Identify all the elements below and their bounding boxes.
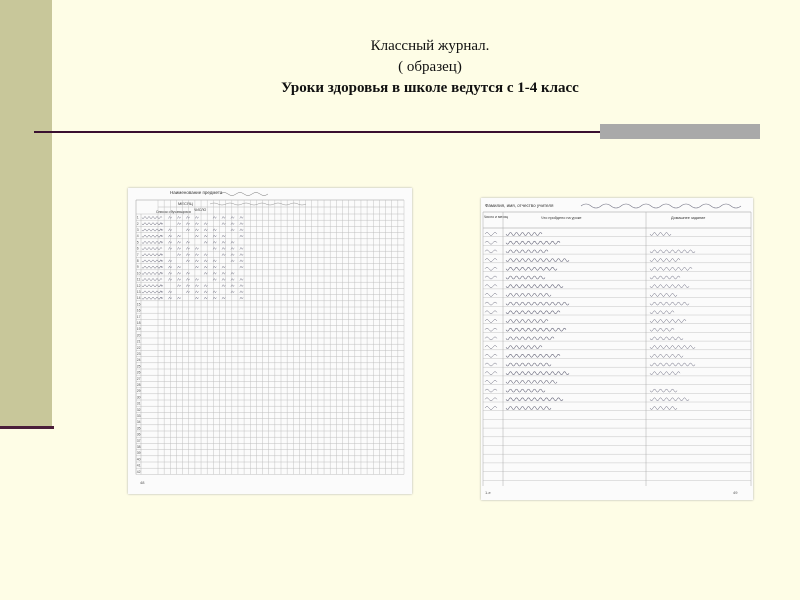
grade-mark-handwriting: [240, 223, 243, 225]
grade-mark-handwriting: [222, 272, 225, 274]
homework-handwriting: [650, 407, 677, 410]
grade-mark-handwriting: [231, 260, 234, 262]
grade-mark-handwriting: [186, 247, 189, 249]
student-name-handwriting: [142, 266, 162, 268]
row-number: 39: [136, 451, 141, 456]
row-number: 25: [136, 364, 141, 369]
title-line-2: ( образец): [398, 59, 462, 75]
row-number: 27: [136, 376, 141, 381]
journal-page-attendance: [128, 188, 412, 494]
topic-handwriting: [506, 398, 563, 401]
date-col-label: Число и месяц: [484, 215, 508, 219]
attendance-grid: [128, 188, 412, 494]
student-name-handwriting: [142, 291, 162, 293]
student-name-handwriting: [142, 272, 162, 274]
topic-handwriting: [506, 346, 542, 349]
grade-mark-handwriting: [240, 235, 243, 237]
topic-handwriting: [506, 276, 545, 279]
title-line-1: Классный журнал.: [370, 38, 490, 54]
grade-mark-handwriting: [186, 229, 189, 231]
subject-handwriting: [220, 193, 268, 196]
topic-handwriting: [506, 233, 542, 236]
students-label: Список обучающихся: [156, 210, 191, 214]
grade-mark-handwriting: [222, 266, 225, 268]
teacher-label: Фамилия, имя, отчество учителя: [485, 203, 554, 208]
grade-mark-handwriting: [240, 229, 243, 231]
grade-mark-handwriting: [195, 297, 198, 299]
grade-mark-handwriting: [231, 247, 234, 249]
grade-mark-handwriting: [222, 278, 225, 280]
student-name-handwriting: [142, 297, 162, 299]
row-number: 40: [136, 457, 141, 462]
grade-mark-handwriting: [195, 285, 198, 287]
grade-mark-handwriting: [222, 254, 225, 256]
journal-page-topics: [481, 198, 753, 500]
month-handwriting: [210, 203, 306, 205]
row-number: 1: [136, 215, 139, 220]
grade-mark-handwriting: [186, 278, 189, 280]
row-number: 4: [136, 234, 139, 239]
topic-handwriting: [506, 337, 554, 340]
row-number: 20: [136, 333, 141, 338]
grade-mark-handwriting: [186, 260, 189, 262]
row-number: 26: [136, 370, 141, 375]
grade-mark-handwriting: [240, 266, 243, 268]
grade-mark-handwriting: [195, 247, 198, 249]
row-number: 16: [136, 308, 141, 313]
student-name-handwriting: [142, 235, 162, 237]
grade-mark-handwriting: [195, 216, 198, 218]
row-number: 3: [136, 228, 139, 232]
grade-mark-handwriting: [240, 216, 243, 218]
grade-mark-handwriting: [195, 291, 198, 293]
homework-handwriting: [650, 250, 695, 253]
row-number: 17: [136, 314, 141, 319]
grade-mark-handwriting: [231, 216, 234, 218]
grade-mark-handwriting: [186, 291, 189, 293]
topic-handwriting: [506, 285, 563, 288]
date-handwriting: [485, 346, 497, 349]
row-number: 24: [136, 358, 141, 363]
topic-handwriting: [506, 250, 548, 253]
grade-mark-handwriting: [177, 216, 180, 218]
grade-mark-handwriting: [177, 285, 180, 287]
grade-mark-handwriting: [177, 297, 180, 299]
homework-handwriting: [650, 267, 692, 270]
grade-mark-handwriting: [177, 241, 180, 243]
grade-mark-handwriting: [240, 278, 243, 280]
topic-handwriting: [506, 372, 569, 375]
row-number: 15: [136, 302, 141, 307]
grade-mark-handwriting: [231, 241, 234, 243]
grade-mark-handwriting: [231, 254, 234, 256]
grade-mark-handwriting: [240, 260, 243, 262]
topic-handwriting: [506, 267, 557, 270]
grade-mark-handwriting: [222, 216, 225, 218]
homework-handwriting: [650, 285, 689, 288]
row-number: 13: [136, 290, 141, 294]
topic-handwriting: [506, 302, 569, 305]
row-number: 14: [136, 296, 141, 301]
topic-handwriting: [506, 380, 557, 383]
row-number: 38: [136, 445, 141, 449]
grade-mark-handwriting: [240, 285, 243, 287]
student-name-handwriting: [142, 254, 162, 256]
homework-handwriting: [650, 354, 683, 357]
date-handwriting: [485, 372, 497, 375]
date-handwriting: [485, 267, 497, 270]
grade-mark-handwriting: [240, 254, 243, 256]
homework-handwriting: [650, 372, 680, 375]
topic-handwriting: [506, 407, 551, 410]
homework-handwriting: [650, 259, 680, 262]
row-number: 22: [136, 345, 141, 350]
date-handwriting: [485, 302, 497, 305]
date-handwriting: [485, 363, 497, 366]
grade-mark-handwriting: [240, 291, 243, 293]
date-handwriting: [485, 398, 497, 401]
student-name-handwriting: [142, 260, 162, 262]
grade-mark-handwriting: [186, 272, 189, 274]
topic-handwriting: [506, 389, 545, 392]
decorative-band-underline: [0, 426, 54, 429]
grade-mark-handwriting: [195, 260, 198, 262]
homework-handwriting: [650, 328, 674, 331]
row-number: 30: [136, 395, 141, 400]
student-name-handwriting: [142, 248, 162, 250]
topic-handwriting: [506, 328, 566, 331]
grade-mark-handwriting: [231, 229, 234, 231]
slide-title: [250, 36, 610, 99]
grade-mark-handwriting: [186, 216, 189, 218]
topics-table: [481, 198, 753, 500]
homework-handwriting: [650, 389, 677, 392]
row-number: 12: [136, 283, 141, 288]
date-handwriting: [485, 328, 497, 331]
grade-mark-handwriting: [231, 272, 234, 274]
row-number: 36: [136, 432, 141, 437]
grade-mark-handwriting: [186, 285, 189, 287]
row-number: 7: [136, 252, 139, 257]
grade-mark-handwriting: [177, 272, 180, 274]
row-number: 33: [136, 414, 141, 418]
header-divider-line: [34, 131, 614, 133]
homework-handwriting: [650, 233, 671, 236]
grade-mark-handwriting: [222, 285, 225, 287]
date-handwriting: [485, 293, 497, 296]
grade-mark-handwriting: [222, 223, 225, 225]
grade-mark-handwriting: [195, 278, 198, 280]
row-number: 28: [136, 383, 141, 387]
topic-handwriting: [506, 259, 569, 262]
date-handwriting: [485, 250, 497, 253]
date-handwriting: [485, 380, 497, 383]
teacher-name-handwriting: [581, 204, 741, 208]
row-number: 31: [136, 401, 141, 406]
date-handwriting: [485, 337, 497, 340]
homework-handwriting: [650, 363, 695, 366]
homework-handwriting: [650, 276, 680, 279]
row-number: 29: [136, 389, 141, 394]
homework-handwriting: [650, 346, 695, 349]
grade-mark-handwriting: [222, 247, 225, 249]
number-label: ЧИСЛО: [194, 208, 207, 212]
row-number: 34: [136, 420, 141, 425]
grade-mark-handwriting: [231, 223, 234, 225]
grade-mark-handwriting: [195, 223, 198, 225]
topic-handwriting: [506, 311, 560, 314]
grade-mark-handwriting: [231, 278, 234, 280]
decorative-left-band: [0, 0, 52, 428]
date-handwriting: [485, 259, 497, 262]
grade-mark-handwriting: [231, 291, 234, 293]
student-name-handwriting: [142, 229, 162, 231]
topic-handwriting: [506, 363, 551, 366]
grade-mark-handwriting: [222, 235, 225, 237]
date-handwriting: [485, 389, 497, 392]
row-number: 11: [136, 277, 141, 282]
date-handwriting: [485, 276, 497, 279]
row-number: 37: [136, 438, 141, 443]
row-number: 32: [136, 407, 141, 412]
row-number: 35: [136, 426, 141, 431]
homework-handwriting: [650, 293, 677, 296]
topic-col-label: Что пройдено на уроке: [541, 216, 582, 220]
grade-mark-handwriting: [195, 254, 198, 256]
homework-handwriting: [650, 337, 683, 340]
topic-handwriting: [506, 293, 551, 296]
row-number: 8: [136, 259, 139, 263]
subject-label: Наименование предмета: [170, 190, 223, 195]
grade-mark-handwriting: [177, 266, 180, 268]
title-line-3: Уроки здоровья в школе ведутся с 1-4 класс: [281, 80, 579, 96]
student-name-handwriting: [142, 217, 162, 219]
row-number: 5: [136, 240, 139, 245]
row-number: 42: [136, 469, 141, 474]
student-name-handwriting: [142, 285, 162, 287]
student-name-handwriting: [142, 279, 162, 281]
grade-mark-handwriting: [177, 254, 180, 256]
date-handwriting: [485, 311, 497, 314]
grade-mark-handwriting: [195, 235, 198, 237]
topic-handwriting: [506, 320, 548, 323]
student-name-handwriting: [142, 241, 162, 243]
grade-mark-handwriting: [177, 223, 180, 225]
grade-mark-handwriting: [177, 235, 180, 237]
row-number: 19: [136, 327, 141, 332]
grade-mark-handwriting: [186, 241, 189, 243]
date-handwriting: [485, 407, 497, 410]
homework-handwriting: [650, 320, 686, 323]
row-number: 6: [136, 246, 139, 251]
grade-mark-handwriting: [177, 247, 180, 249]
grade-mark-handwriting: [231, 285, 234, 287]
grade-mark-handwriting: [186, 254, 189, 256]
homework-handwriting: [650, 398, 689, 401]
date-handwriting: [485, 354, 497, 357]
grade-mark-handwriting: [222, 297, 225, 299]
date-handwriting: [485, 320, 497, 323]
student-name-handwriting: [142, 223, 162, 225]
topic-handwriting: [506, 354, 560, 357]
date-handwriting: [485, 241, 497, 244]
grade-mark-handwriting: [240, 297, 243, 299]
homework-col-label: Домашнее задание: [671, 216, 706, 220]
page-number-right-left: 1-е: [485, 490, 491, 495]
date-handwriting: [485, 233, 497, 236]
grade-mark-handwriting: [195, 229, 198, 231]
header-divider-accent: [600, 124, 760, 139]
grade-mark-handwriting: [177, 278, 180, 280]
grade-mark-handwriting: [240, 247, 243, 249]
grade-mark-handwriting: [186, 223, 189, 225]
page-number-left: 48: [140, 480, 145, 485]
date-handwriting: [485, 285, 497, 288]
homework-handwriting: [650, 302, 689, 305]
row-number: 9: [136, 265, 139, 270]
grade-mark-handwriting: [222, 241, 225, 243]
row-number: 23: [136, 352, 141, 356]
grade-mark-handwriting: [195, 266, 198, 268]
page-number-right-right: 49: [733, 490, 738, 495]
row-number: 18: [136, 321, 141, 325]
homework-handwriting: [650, 311, 674, 314]
row-number: 10: [136, 271, 141, 276]
month-label: МЕСЯЦ: [178, 201, 193, 206]
row-number: 41: [136, 463, 141, 468]
row-number: 2: [136, 221, 139, 226]
topic-handwriting: [506, 241, 560, 244]
row-number: 21: [136, 339, 141, 344]
